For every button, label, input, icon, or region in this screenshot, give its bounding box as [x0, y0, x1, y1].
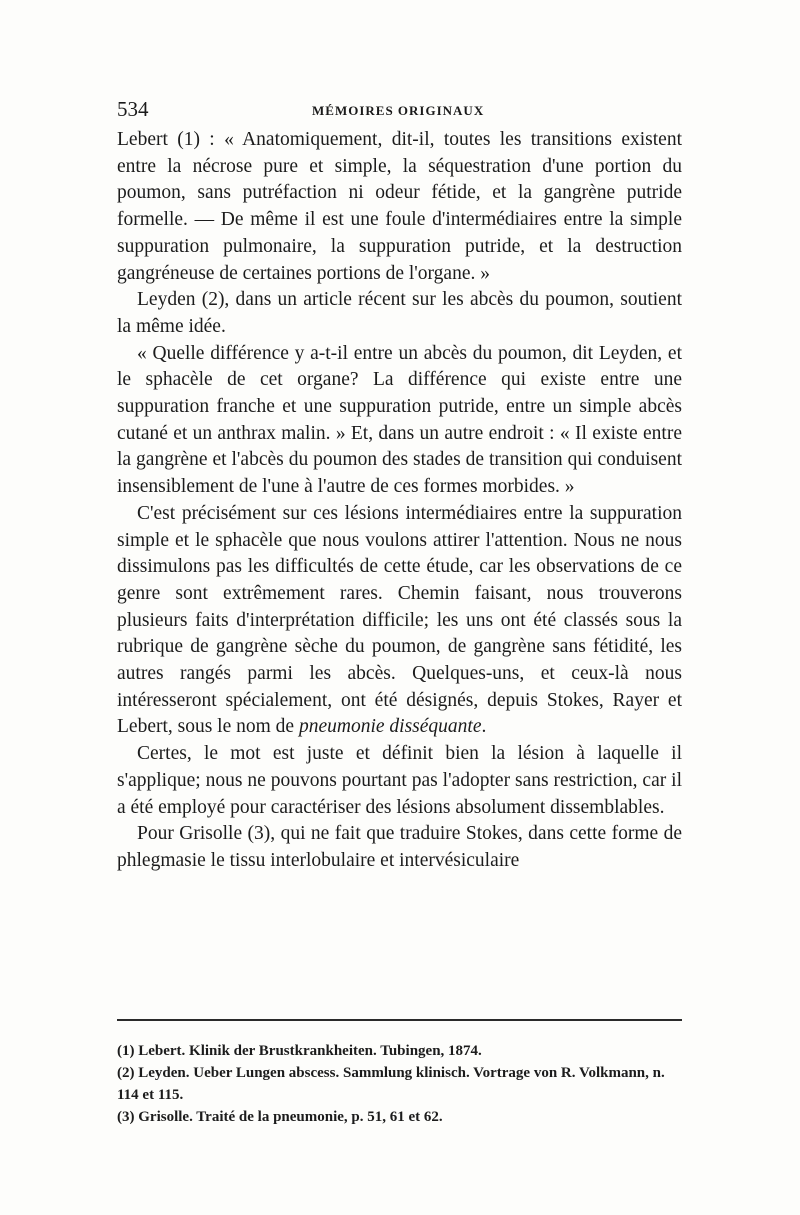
running-head: MÉMOIRES ORIGINAUX — [312, 103, 485, 118]
footnote-rule — [117, 1019, 682, 1021]
paragraph-5: Certes, le mot est juste et définit bien la lésion à laquelle il s'applique; nous ne pouvons pourtant pas l'adopter sans restriction, car il a été employé pour caractériser des lésions absolument dissemblables. — [117, 743, 682, 818]
paragraph-2: Leyden (2), dans un article récent sur les abcès du poumon, soutient la même idée. — [117, 289, 682, 337]
body-text — [117, 127, 682, 875]
footnote-2: (2) Leyden. Ueber Lungen abscess. Sammlung klinisch. Vortrage von R. Volkmann, n. 114 et 115. — [117, 1065, 665, 1103]
paragraph-4: C'est précisément sur ces lésions intermédiaires entre la suppuration simple et le sphacèle que nous voulons attirer l'attention. Nous ne nous dissimulons pas les difficultés de cette étude, car les observations de ce genre sont extrêmement rares. Chemin faisant, nous trouverons plusieurs faits d'interprétation difficile; les uns ont été classés sous la rubrique de gangrène sèche du poumon, de gangrène sans fétidité, les autres rangés parmi les abcès. Quelques-uns, et ceux-là nous intéresseront spécialement, ont été désignés, depuis Stokes, Rayer et Lebert, sous le nom de pneumonie disséquante. — [117, 502, 682, 738]
paragraph-3: « Quelle différence y a-t-il entre un abcès du poumon, dit Leyden, et le sphacèle de cet organe? La différence qui existe entre une suppuration franche et une suppuration putride, entre un simple abcès cutané et un anthrax malin. » Et, dans un autre endroit : « Il existe entre la gangrène et l'abcès du poumon des stades de transition qui conduisent insensiblement de l'une à l'autre de ces formes morbides. » — [117, 342, 682, 498]
footnote-3: (3) Grisolle. Traité de la pneumonie, p. 51, 61 et 62. — [117, 1109, 443, 1125]
footnotes — [117, 1040, 682, 1128]
paragraph-6: Pour Grisolle (3), qui ne fait que traduire Stokes, dans cette forme de phlegmasie le tissu interlobulaire et intervésiculaire — [117, 823, 682, 871]
footnote-1: (1) Lebert. Klinik der Brustkrankheiten. Tubingen, 1874. — [117, 1043, 482, 1059]
paragraph-1: Lebert (1) : « Anatomiquement, dit-il, toutes les transitions existent entre la nécrose pure et simple, la séquestration d'une portion du poumon, sans putréfaction ni odeur fétide, et la gangrène putride formelle. — De même il est une foule d'intermédiaires entre la simple suppuration pulmonaire, la suppuration putride, et la destruction gangréneuse de certaines portions de l'organe. » — [117, 129, 682, 284]
page-header — [117, 97, 682, 127]
page-number: 534 — [117, 97, 149, 121]
italic-term: pneumonie disséquante — [298, 716, 482, 738]
